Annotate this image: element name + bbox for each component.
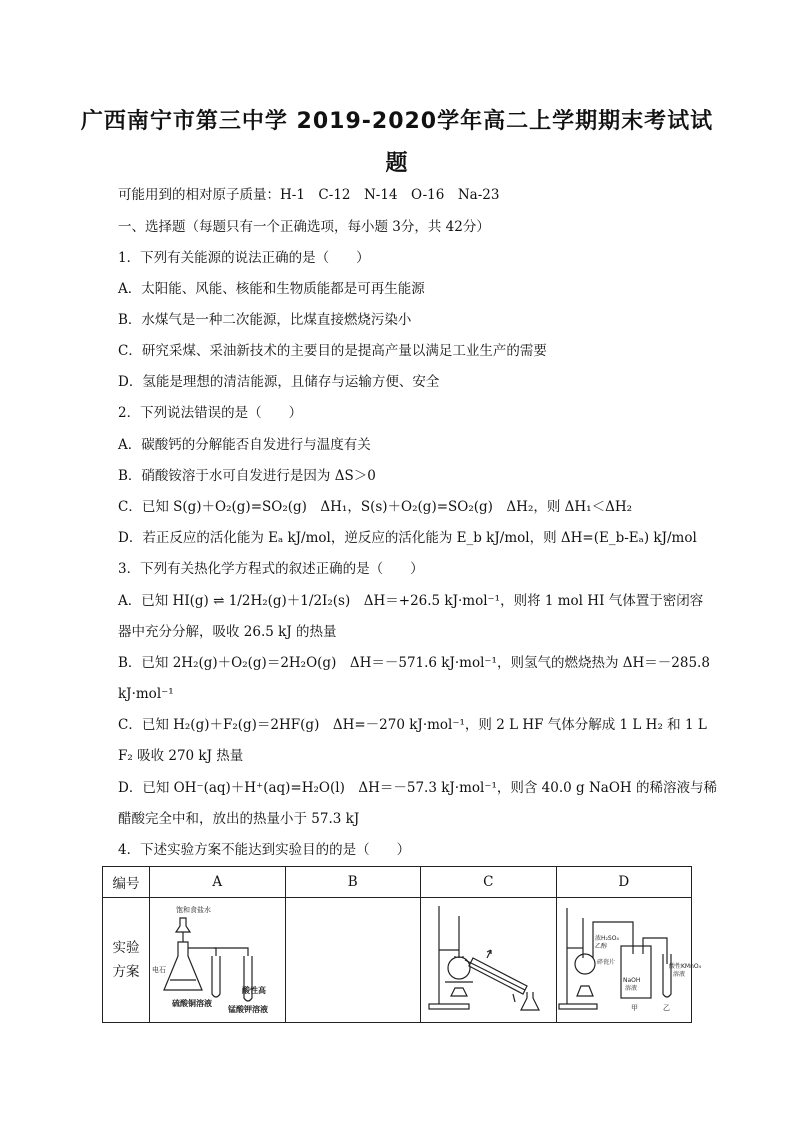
q3-option-b-cont: kJ·mol⁻¹	[118, 686, 174, 702]
q2-option-c: C．已知 S(g)＋O₂(g)=SO₂(g) ΔH₁，S(s)＋O₂(g)=SO₂(g) ΔH₂，则 ΔH₁＜ΔH₂	[118, 499, 633, 515]
q2-option-b: B．硝酸铵溶于水可自发进行是因为 ΔS＞0	[118, 468, 376, 484]
label-yi: 乙	[662, 1004, 670, 1012]
label-acid-kmno4: 酸性KMnO₄	[668, 963, 701, 970]
label-conc-acid: 浓H₂SO₄	[594, 935, 619, 942]
row-label-line2: 方案	[112, 964, 140, 980]
row-label-line1: 实验	[112, 940, 140, 956]
apparatus-a-diagram	[150, 898, 284, 1018]
label-carbide: 电石	[152, 966, 167, 974]
experiment-table	[102, 866, 701, 1023]
cell-b	[285, 898, 421, 1023]
q1-option-b: B．水煤气是一种二次能源，比煤直接燃烧污染小	[118, 312, 412, 328]
q1-option-d: D．氢能是理想的清洁能源，且储存与运输方便、安全	[118, 374, 440, 390]
q1-stem: 1．下列有关能源的说法正确的是（ ）	[118, 250, 370, 266]
header-d: D	[556, 867, 692, 898]
label-kmno4-1: 酸性高	[242, 986, 267, 995]
q2-option-a: A．碳酸钙的分解能否自发进行与温度有关	[118, 437, 371, 453]
q1-option-a: A．太阳能、风能、核能和生物质能都是可再生能源	[118, 281, 425, 297]
q3-option-c-cont: F₂ 吸收 270 kJ 热量	[118, 748, 244, 764]
row-label	[103, 898, 150, 1023]
label-kmno4-2: 锰酸钾溶液	[228, 1005, 269, 1014]
cell-a	[150, 898, 286, 1023]
q3-option-b: B．已知 2H₂(g)＋O₂(g)＝2H₂O(g) ΔH＝－571.6 kJ·mol⁻¹，则氢气的燃烧热为 ΔH＝－285.8	[118, 655, 710, 671]
q3-stem: 3．下列有关热化学方程式的叙述正确的是（ ）	[118, 561, 424, 577]
table-row-experiment	[103, 898, 692, 1023]
paper-title-line1: 广西南宁市第三中学 2019-2020学年高二上学期期末考试试	[80, 109, 714, 134]
q3-option-d: D．已知 OH⁻(aq)＋H⁺(aq)=H₂O(l) ΔH＝－57.3 kJ·mol⁻¹，则含 40.0 g NaOH 的稀溶液与稀	[118, 780, 717, 796]
header-a: A	[150, 867, 286, 898]
atomic-mass-line: 可能用到的相对原子质量：H-1 C-12 N-14 O-16 Na-23	[118, 187, 500, 203]
label-naoh-solution: 溶液	[624, 985, 637, 992]
label-naoh: NaOH	[622, 977, 640, 984]
q2-stem: 2．下列说法错误的是（ ）	[118, 405, 303, 421]
paper-title-line2: 题	[385, 151, 409, 176]
q1-option-c: C．研究采煤、采油新技术的主要目的是提高产量以满足工业生产的需要	[118, 343, 547, 359]
q3-option-a: A．已知 HI(g) ⇌ 1/2H₂(g)＋1/2I₂(s) ΔH＝+26.5 kJ·mol⁻¹，则将 1 mol HI 气体置于密闭容	[118, 593, 704, 609]
q3-option-c: C．已知 H₂(g)＋F₂(g)＝2HF(g) ΔH=－270 kJ·mol⁻¹，则 2 L HF 气体分解成 1 L H₂ 和 1 L	[118, 717, 707, 733]
cell-c	[421, 898, 557, 1023]
q3-option-a-cont: 器中充分分解，吸收 26.5 kJ 的热量	[118, 624, 337, 640]
q2-option-d: D．若正反应的活化能为 Eₐ kJ/mol，逆反应的活化能为 E_b kJ/mol，则 ΔH=(E_b-Eₐ) kJ/mol	[118, 530, 697, 546]
q4-stem: 4．下述实验方案不能达到实验目的的是（ ）	[118, 842, 411, 858]
ethylene-apparatus-diagram	[557, 898, 703, 1018]
table-header-row	[103, 867, 692, 898]
cell-d	[556, 898, 701, 1023]
distillation-diagram	[425, 898, 551, 1018]
label-shards: 碎瓷片	[596, 959, 615, 966]
header-b: B	[285, 867, 421, 898]
label-kmno4-solution: 溶液	[672, 971, 685, 978]
label-jia: 甲	[630, 1004, 638, 1012]
label-saltwater: 饱和食盐水	[176, 906, 212, 914]
header-c: C	[421, 867, 557, 898]
section-heading: 一、选择题（每题只有一个正确选项，每小题 3分，共 42分）	[118, 219, 490, 235]
header-number: 编号	[103, 867, 150, 898]
label-ethanol: 乙醇	[594, 943, 607, 950]
label-cuso4: 硫酸铜溶液	[172, 999, 213, 1008]
q3-option-d-cont: 醋酸完全中和，放出的热量小于 57.3 kJ	[118, 811, 360, 827]
